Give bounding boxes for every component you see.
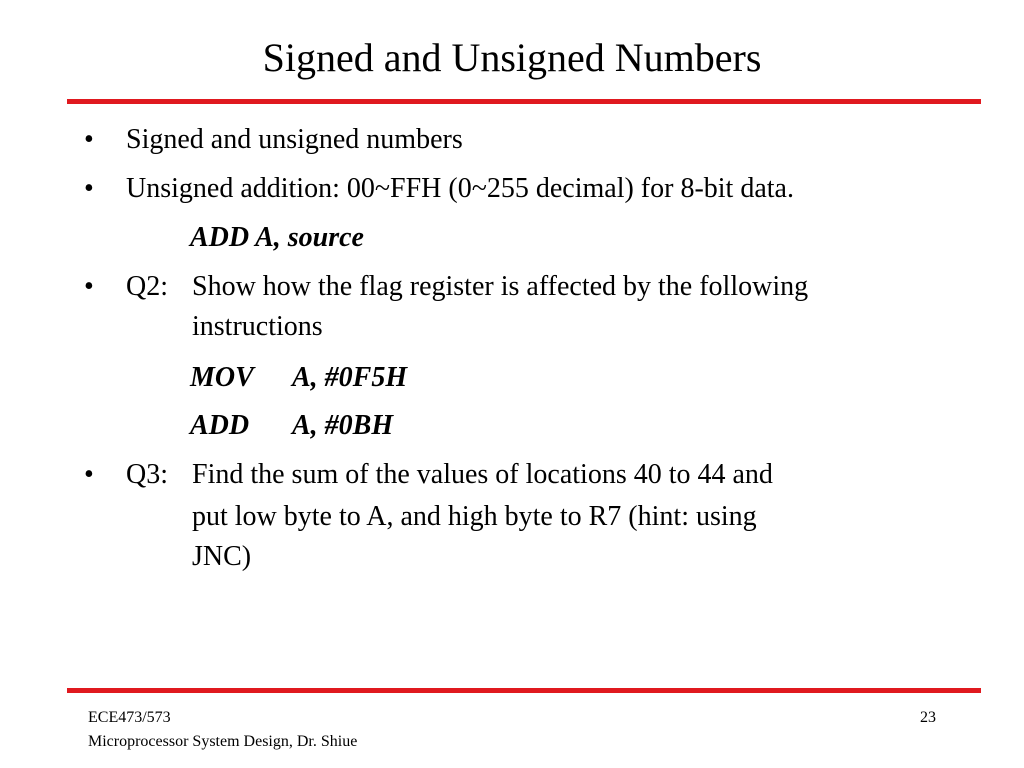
add-mnemonic: ADD	[190, 410, 250, 441]
q3-text-line1: Find the sum of the values of locations 40 to 44 and	[192, 459, 773, 490]
bullet-marker: •	[84, 271, 94, 302]
q3-text-line2: put low byte to A, and high byte to R7 (hint: using	[192, 501, 757, 532]
footer-course-code: ECE473/573	[88, 709, 171, 726]
question-2	[126, 270, 808, 304]
footer-divider	[67, 688, 981, 693]
mov-mnemonic: MOV	[190, 362, 254, 393]
bullet-marker: •	[84, 124, 94, 155]
q3-text-line3: JNC)	[192, 541, 252, 572]
bullet-marker: •	[84, 459, 94, 490]
add-operand: A, #0BH	[292, 410, 394, 441]
mov-operand: A, #0F5H	[292, 362, 408, 393]
bullet-signed-unsigned: Signed and unsigned numbers	[126, 124, 463, 155]
code-mov-instruction	[190, 361, 407, 395]
bullet-marker: •	[84, 173, 94, 204]
q2-text-line1: Show how the flag register is affected by the following	[192, 271, 809, 302]
code-add-instruction	[190, 409, 393, 443]
question-3	[126, 458, 773, 492]
slide-title: Signed and Unsigned Numbers	[262, 35, 762, 80]
footer-course-title: Microprocessor System Design, Dr. Shiue	[88, 733, 358, 750]
footer-course-info	[88, 706, 357, 754]
code-add-source: ADD A, source	[190, 222, 364, 253]
q2-text-line2: instructions	[192, 311, 323, 342]
page-number: 23	[920, 709, 936, 726]
q3-label: Q3:	[126, 459, 168, 490]
bullet-unsigned-addition: Unsigned addition: 00~FFH (0~255 decimal) for 8-bit data.	[126, 173, 794, 204]
q2-label: Q2:	[126, 271, 168, 302]
